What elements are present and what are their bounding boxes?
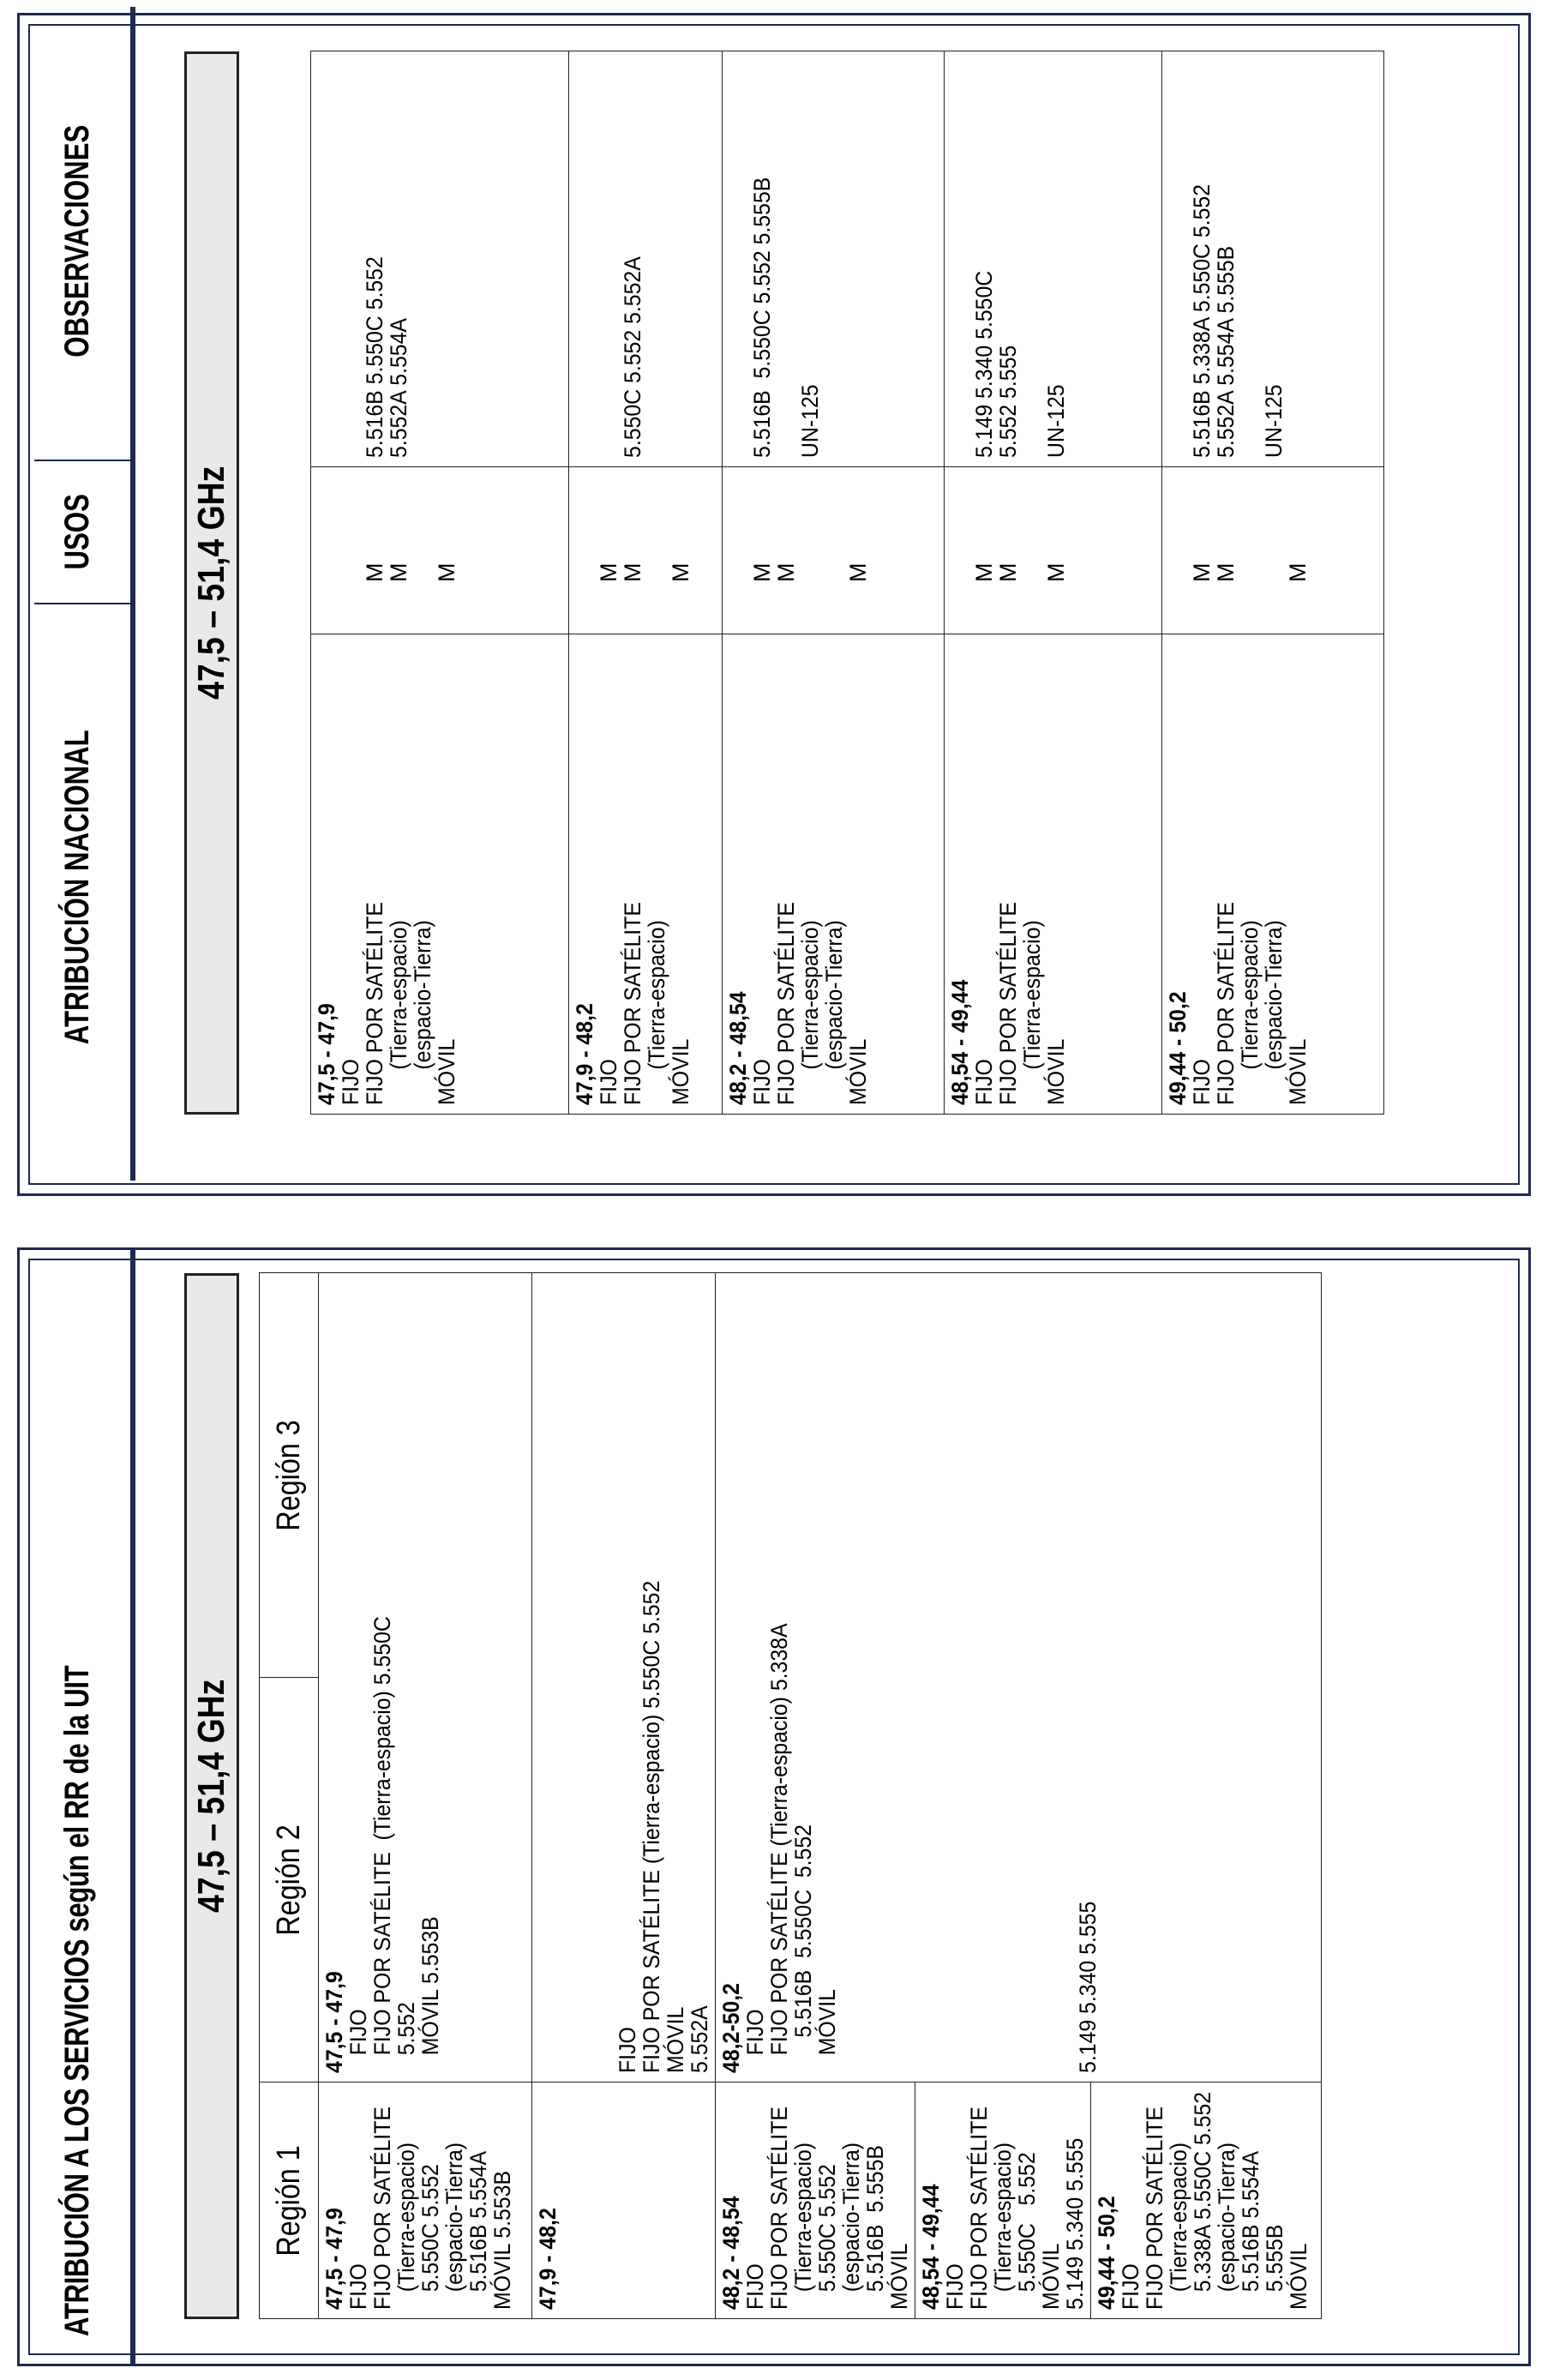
- usos-row-47-5: M M M: [311, 467, 569, 634]
- r23-cell-47-5: 47,5 - 47,9 FIJO FIJO POR SATÉLITE (Tierra-espacio) 5.550C 5.552 MÓVIL 5.553B: [319, 1273, 532, 2082]
- r1-cell-47-9: 47,9 - 48,2: [532, 2082, 716, 2319]
- obs-row-47-5: 5.516B 5.550C 5.552 5.552A 5.554A: [311, 51, 569, 467]
- col-region-2: Región 2: [260, 1678, 319, 2082]
- usos-row-48-2: M M M: [723, 467, 945, 634]
- right-band-label: 47,5 – 51,4 GHz: [184, 51, 239, 1115]
- header-divider-2: [34, 460, 130, 461]
- col-usos: USOS: [57, 494, 96, 570]
- r1-cell-49-44: 49,44 - 50,2 FIJO FIJO POR SATÉLITE (Tierra-espacio) 5.338A 5.550C 5.552 (espacio-Tierra) 5.516B 5.554A 5.555B MÓVIL: [1091, 2082, 1322, 2319]
- r123-cell-47-9: FIJO FIJO POR SATÉLITE (Tierra-espacio) 5.550C 5.552 MÓVIL 5.552A: [532, 1273, 716, 2082]
- left-page-title: ATRIBUCIÓN A LOS SERVICIOS según el RR de la UIT: [57, 1665, 96, 2336]
- nat-row-47-5: 47,5 - 47,9 FIJO FIJO POR SATÉLITE (Tierra-espacio) (espacio-Tierra) MÓVIL: [311, 634, 569, 1115]
- obs-row-48-2: 5.516B 5.550C 5.552 5.555B UN-125: [723, 51, 945, 467]
- obs-row-49-44: 5.516B 5.338A 5.550C 5.552 5.552A 5.554A 5.555B UN-125: [1162, 51, 1384, 467]
- col-atribucion-nacional: ATRIBUCIÓN NACIONAL: [57, 730, 96, 1045]
- right-allocation-table: [310, 51, 1384, 1115]
- r1-cell-48-54: 48,54 - 49,44 FIJO FIJO POR SATÉLITE (Tierra-espacio) 5.550C 5.552 MÓVIL 5.149 5.340 5.555: [915, 2082, 1091, 2319]
- nat-row-48-2: 48,2 - 48,54 FIJO FIJO POR SATÉLITE (Tierra-espacio) (espacio-Tierra) MÓVIL: [723, 634, 945, 1115]
- r1-cell-48-2: 48,2 - 48,54 FIJO FIJO POR SATÉLITE (Tierra-espacio) 5.550C 5.552 (espacio-Tierra) 5.516B 5.555B MÓVIL: [716, 2082, 915, 2319]
- right-page-content: [34, 17, 1491, 1170]
- obs-row-47-9: 5.550C 5.552 5.552A: [569, 51, 723, 467]
- left-page-content: [34, 1260, 1491, 2353]
- left-allocation-table: [259, 1272, 1322, 2319]
- usos-row-47-9: M M M: [569, 467, 723, 634]
- nat-row-47-9: 47,9 - 48,2 FIJO FIJO POR SATÉLITE (Tierra-espacio) MÓVIL: [569, 634, 723, 1115]
- nat-row-49-44: 49,44 - 50,2 FIJO FIJO POR SATÉLITE (Tierra-espacio) (espacio-Tierra) MÓVIL: [1162, 634, 1384, 1115]
- col-observaciones: OBSERVACIONES: [57, 124, 96, 358]
- col-region-3: Región 3: [260, 1273, 319, 1678]
- obs-row-48-54: 5.149 5.340 5.550C 5.552 5.555 UN-125: [945, 51, 1162, 467]
- r23-footnote-48-54: 5.149 5.340 5.555: [1075, 1901, 1101, 2073]
- r23-cell-48-2: 48,2-50,2 FIJO FIJO POR SATÉLITE (Tierra-espacio) 5.338A 5.516B 5.550C 5.552 MÓVIL 5.149 5.340 5.555: [716, 1273, 1322, 2082]
- r1-cell-47-5: 47,5 - 47,9 FIJO FIJO POR SATÉLITE (Tierra-espacio) 5.550C 5.552 (espacio-Tierra) 5.516B 5.554A MÓVIL 5.553B: [319, 2082, 532, 2319]
- right-header-divider: [130, 7, 135, 1181]
- left-header-divider: [130, 1250, 135, 2364]
- header-divider-1: [34, 603, 130, 604]
- left-band-label: 47,5 – 51,4 GHz: [184, 1273, 239, 2319]
- usos-row-48-54: M M M: [945, 467, 1162, 634]
- usos-row-49-44: M M M: [1162, 467, 1384, 634]
- col-region-1: Región 1: [260, 2082, 319, 2319]
- nat-row-48-54: 48,54 - 49,44 FIJO FIJO POR SATÉLITE (Tierra-espacio) MÓVIL: [945, 634, 1162, 1115]
